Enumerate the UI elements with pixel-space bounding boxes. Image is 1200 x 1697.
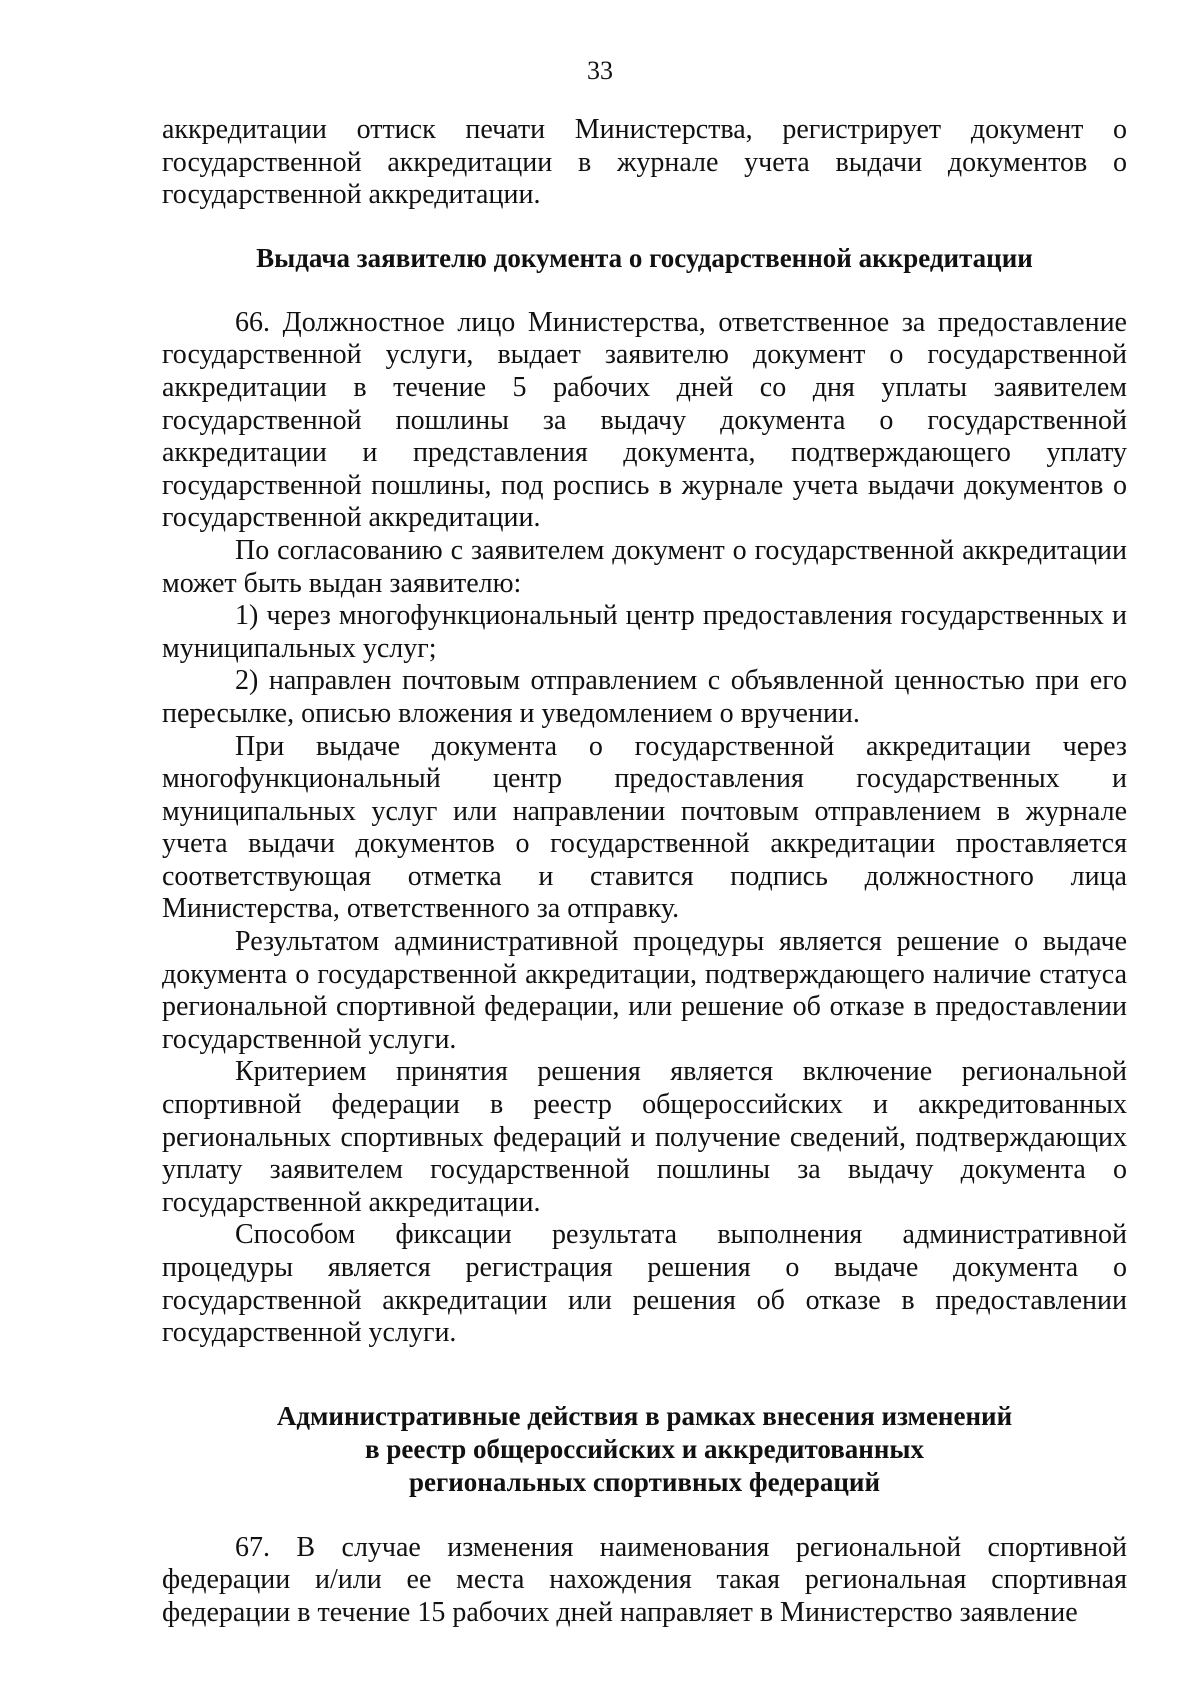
heading-line-1: Административные действия в рамках внесения изменений [276, 1400, 1013, 1431]
paragraph-66-criterion: Критерием принятия решения является включение региональной спортивной федерации в реестр общероссийских и аккредитованных региональных спортивных федераций и получение сведений, подтверждающих уплату заявителем государственной пошлины за выдачу документа о государственной аккредитации. [162, 1056, 1127, 1218]
section-heading-issuance: Выдача заявителю документа о государственной аккредитации [256, 242, 1033, 273]
page-number: 33 [587, 56, 613, 85]
paragraph-66-mfc: При выдаче документа о государственной аккредитации через многофункциональный центр предоставления государственных и муниципальных услуг или направлении почтовым отправлением в журнале учета выдачи документов о государственной аккредитации проставляется соответствующая отметка и ставится подпись должностного лица Министерства, ответственного за отправку. [162, 730, 1127, 925]
paragraph-intro: аккредитации оттиск печати Министерства, регистрирует документ о государственной аккредитации в журнале учета выдачи документов о государственной аккредитации. [162, 114, 1127, 211]
list-item-2: 2) направлен почтовым отправлением с объявленной ценностью при его пересылке, описью вложения и уведомлением о вручении. [162, 665, 1127, 729]
paragraph-66-agreement: По согласованию с заявителем документ о государственной аккредитации может быть выдан заявителю: [162, 534, 1127, 599]
section-heading-registry-changes [162, 1400, 1127, 1499]
heading-line-2: в реестр общероссийских и аккредитованных [365, 1433, 924, 1464]
list-item-1: 1) через многофункциональный центр предоставления государственных и муниципальных услуг; [162, 600, 1127, 664]
paragraph-66-fixation: Способом фиксации результата выполнения административной процедуры является регистрация решения о выдаче документа о государственной аккредитации или решения об отказе в предоставлении государственной услуги. [162, 1219, 1127, 1349]
paragraph-66: 66. Должностное лицо Министерства, ответственное за предоставление государственной услуги, выдает заявителю документ о государственной аккредитации в течение 5 рабочих дней со дня уплаты заявителем государственной пошлины за выдачу документа о государственной аккредитации и представления документа, подтверждающего уплату государственной пошлины, под роспись в журнале учета выдачи документов о государственной аккредитации. [162, 306, 1127, 534]
paragraph-66-result: Результатом административной процедуры является решение о выдаче документа о государственной аккредитации, подтверждающего наличие статуса региональной спортивной федерации, или решение об отказе в предоставлении государственной услуги. [162, 926, 1127, 1055]
heading-line-3: региональных спортивных федераций [408, 1466, 881, 1497]
document-body [162, 114, 1127, 1630]
paragraph-67: 67. В случае изменения наименования региональной спортивной федерации и/или ее места нахождения такая региональная спортивная федерации в течение 15 рабочих дней направляет в Министерство заявление [162, 1531, 1127, 1628]
